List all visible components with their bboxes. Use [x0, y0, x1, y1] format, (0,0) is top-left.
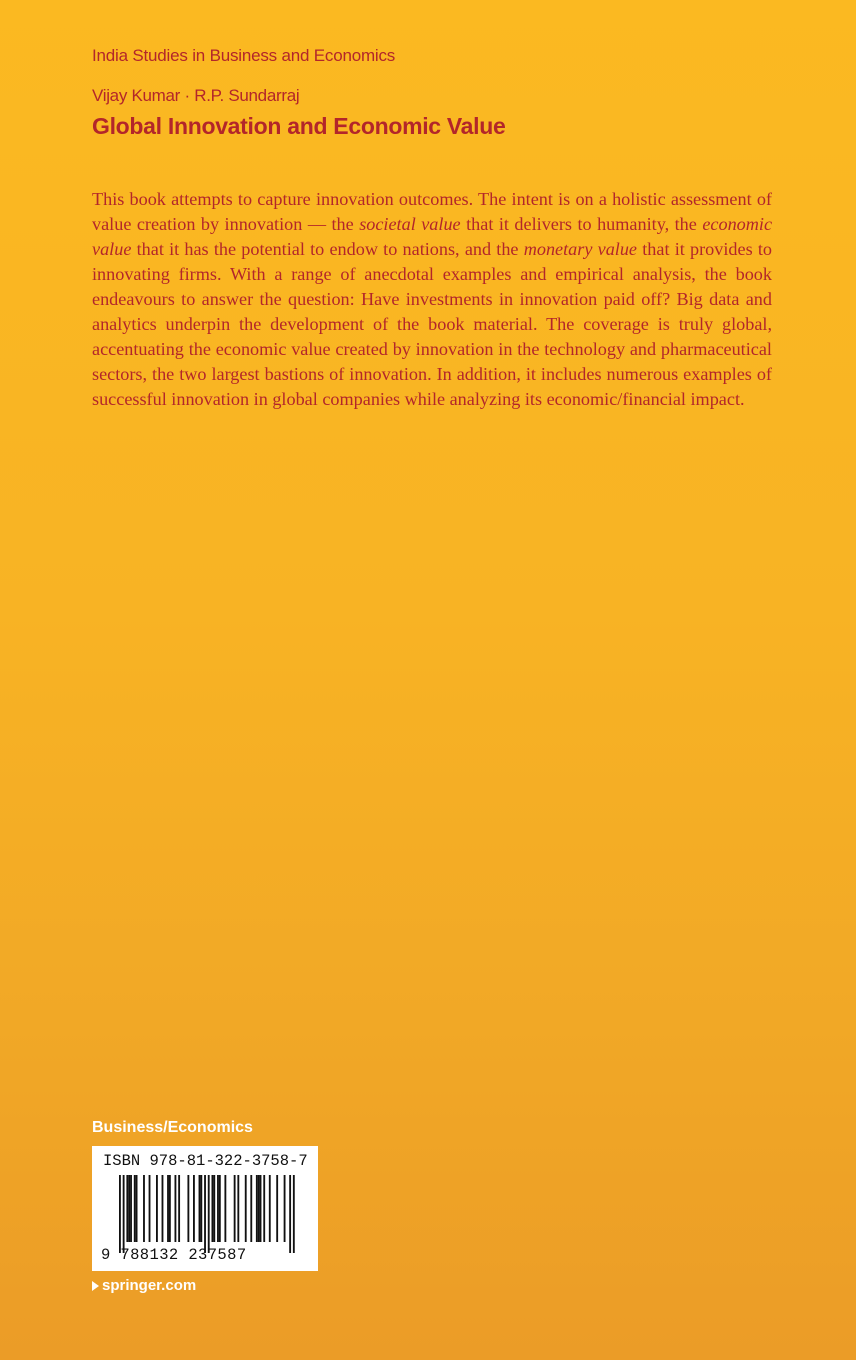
barcode-bar — [237, 1175, 239, 1242]
barcode-bar — [212, 1175, 214, 1242]
barcode-bar — [119, 1175, 121, 1253]
description-emphasis: societal value — [359, 214, 461, 234]
description-emphasis: economic value — [92, 214, 773, 259]
description-text: This book attempts to capture innovation outcomes. The intent is on a holistic assessment of value creation by innovation — the — [92, 189, 772, 234]
arrow-right-icon — [92, 1281, 99, 1291]
barcode-bar — [130, 1175, 132, 1242]
barcode-bar — [162, 1175, 164, 1242]
barcode-bar — [208, 1175, 210, 1253]
barcode-bar — [258, 1175, 260, 1242]
barcode-bar — [256, 1175, 258, 1242]
barcode-bar — [136, 1175, 138, 1242]
barcode-bar — [199, 1175, 201, 1242]
barcode-bar — [217, 1175, 219, 1242]
description-text: that it provides to innovating firms. With a range of anecdotal examples and empirical analysis, the book endeavours to answer the question: Have investments in innovation paid off? Big data and analytics underpin the development of the book material. The coverage is truly global, accentuating the economic value created by innovation in the technology and pharmaceutical sectors, the two largest bastions of innovation. In addition, it includes numerous examples of successful innovation in global companies while analyzing its economic/financial impact. — [92, 239, 773, 409]
description-text: that it has the potential to endow to nations, and the — [131, 239, 524, 259]
barcode-bar — [213, 1175, 215, 1242]
barcode-bar — [128, 1175, 130, 1242]
barcode-bar — [187, 1175, 189, 1242]
barcode-bar — [250, 1175, 252, 1242]
barcode-bar — [204, 1175, 206, 1253]
isbn-barcode — [92, 1146, 318, 1271]
barcode-bar — [269, 1175, 271, 1242]
description-emphasis: monetary value — [523, 239, 638, 259]
barcode-digits: 9 788132 237587 — [101, 1246, 247, 1264]
isbn-number: ISBN 978-81-322-3758-7 — [103, 1152, 308, 1170]
description-text: that it delivers to humanity, the — [460, 214, 703, 234]
barcode-bar — [123, 1175, 125, 1253]
barcode-bar — [134, 1175, 136, 1242]
barcode-bar — [143, 1175, 145, 1242]
barcode-bar — [260, 1175, 262, 1242]
barcode-bar — [276, 1175, 278, 1242]
barcode-bar — [200, 1175, 202, 1242]
barcode-bar — [169, 1175, 171, 1242]
barcode-bar — [219, 1175, 221, 1242]
barcode-bar — [224, 1175, 226, 1242]
series-title: India Studies in Business and Economics — [92, 46, 396, 65]
book-title: Global Innovation and Economic Value — [92, 113, 506, 139]
barcode-bar — [126, 1175, 128, 1242]
barcode-bar — [234, 1175, 236, 1242]
barcode-bar — [167, 1175, 169, 1242]
publisher-website — [92, 1277, 196, 1294]
barcode-bar — [156, 1175, 158, 1242]
barcode-bar — [284, 1175, 286, 1242]
book-description — [92, 187, 772, 412]
barcode-bar — [178, 1175, 180, 1242]
subject-category: Business/Economics — [92, 1119, 253, 1136]
barcode-bar — [175, 1175, 177, 1242]
barcode-bar — [245, 1175, 247, 1242]
barcode-bar — [293, 1175, 295, 1253]
barcode-bar — [149, 1175, 151, 1242]
barcode-bar — [289, 1175, 291, 1253]
website-label: springer.com — [102, 1277, 197, 1294]
author-names: Vijay Kumar · R.P. Sundarraj — [92, 86, 300, 105]
barcode-bar — [193, 1175, 195, 1242]
barcode-bar — [263, 1175, 265, 1242]
